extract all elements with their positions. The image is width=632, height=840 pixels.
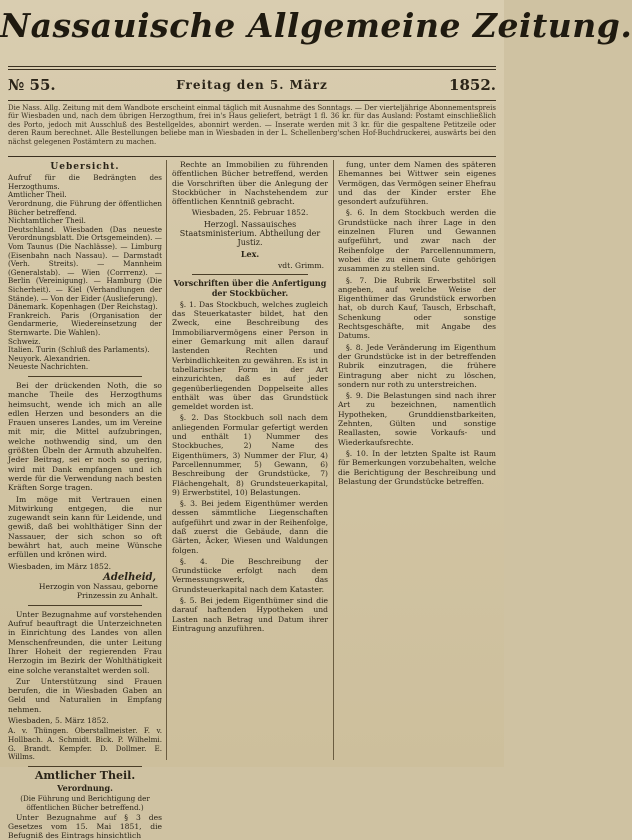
column-2 (172, 160, 328, 760)
contents-item: Amtlicher Theil. (8, 191, 162, 200)
rule-paragraph: §. 5. Bei jedem Eigenthümer sind die darauf haftenden Hypotheken und Lasten nach Betrag und Datum ihrer Eintragung anzuführen. (172, 596, 328, 633)
appeal-title: Herzogin von Nassau, geborne Prinzessin zu Anhalt. (8, 582, 158, 601)
rule-paragraph: §. 8. Jede Veränderung im Eigenthum der Grundstücke ist in der betreffenden Rubrik einzutragen, die frühere Eintragung aber nicht zu löschen, sondern nur roth zu unterstreichen. (338, 343, 496, 389)
contents-item: Aufruf für die Bedrängten des Herzogthums. (8, 174, 162, 191)
masthead (0, 0, 504, 64)
committee-paragraph: Zur Unterstützung sind Frauen berufen, die in Wiesbaden Gaben an Geld und Naturalien in Empfang nehmen. (8, 677, 162, 714)
appeal-paragraph: Bei der drückenden Noth, die so manche Theile des Herzogthums heimsucht, wende ich mich an alle edlen Herzen und besonders an die Frauen unseres Landes, um im Vereine mit mir, die Mittel aufzubringen, welche nothwendig sind, um den größten Übeln der Armuth abzuhelfen. Jeder Beitrag, sei er noch so gering, wird mit Dank empfangen und ich werde für die Verwendung nach besten Kräften Sorge tragen. (8, 381, 162, 493)
subscription-notice: Die Nass. Allg. Zeitung mit dem Wandbote erscheint einmal täglich mit Ausnahme des Sonntags. — Der vierteljährige Abonnementspreis für Wiesbaden und, nach dem übrigen Herzogthum, frei in's Haus geliefert, beträgt 1 fl. 36 kr. für das Ausland: Postamt einschließlich des Porto, jedoch mit Ausschluß des Bestellgeldes, abonnirt werden. — Inserate werden mit 3 kr. für die gespaltene Petitzeile oder deren Raum berechnet. Alle Bestellungen beliebe man in Wiesbaden in der L. Schellenberg'schen Hof-Buchdruckerei, auswärts bei den nächst gelegenen Postämtern zu machen. (8, 104, 496, 154)
contents-item: Dänemark. Kopenhagen (Der Reichstag). (8, 303, 162, 312)
contents-item: Deutschland. Wiesbaden (Das neueste Verordnungsblatt. Die Ortsgemeinden). — Vom Taunus (Die Nachlässe). — Limburg (Eisenbahn nach Nassau). — Darmstadt (Verh. Streits). — Mannheim (Generalstab). — Wien (Corrrenz). — Berlin (Vereinigung). — Hamburg (Die Sicherheit). — Kiel (Verhandlungen der Stände). — Von der Eider (Auslieferung). (8, 226, 162, 303)
ministry-signature: Lex. (172, 250, 328, 259)
divider (28, 766, 142, 767)
appeal-paragraph: Im möge mit Vertrauen einen Mitwirkung entgegen, die nur zugewandt sein kann für Leidende, und gewiß, daß bei wohlthätiger Sinn der Nassauer, der sich schon so oft bewährt hat, auch meine Wünsche erfüllen und krönen wird. (8, 495, 162, 560)
column-1 (8, 160, 162, 760)
issue-year: 1852. (449, 76, 496, 94)
article-paragraph: Rechte an Immobilien zu führenden öffentlichen Bücher betreffend, werden die Vorschriften über die Anlegung der Stockbücher in Nachstehendem zur öffentlichen Kenntniß gebracht. (172, 160, 328, 206)
ministry-countersign: vdt. Grimm. (172, 261, 324, 270)
dateline (8, 76, 496, 100)
contents-item: Neuyork. Alexandrien. (8, 355, 162, 364)
committee-paragraph: Unter Bezugnahme auf vorstehenden Aufruf beauftragt die Unterzeichneten in Einrichtung des Landes von allen Menschenfreunden, die unter Leitung Ihrer Hoheit der regierenden Frau Herzogin im Bezirk der Wohlthätigkeit eine solche veranstaltet werden soll. (8, 610, 162, 675)
overview-heading: Uebersicht. (8, 163, 162, 172)
ordinance-subtitle: (Die Führung und Berichtigung der öffentlichen Bücher betreffend.) (8, 795, 162, 812)
column-divider (166, 160, 167, 760)
divider (192, 274, 308, 275)
contents-item: Italien. Turin (Schluß des Parlaments). (8, 346, 162, 355)
rule-paragraph: §. 4. Die Beschreibung der Grundstücke erfolgt nach dem Vermessungswerk, das Grundsteuerkapital nach dem Kataster. (172, 557, 328, 594)
issue-date: Freitag den 5. März (8, 78, 496, 92)
divider (28, 376, 142, 377)
rule-paragraph: §. 2. Das Stockbuch soll nach dem anliegenden Formular gefertigt werden und enthält 1) Nummer des Stockbuches, 2) Name des Eigenthümers, 3) Nummer der Flur, 4) Parcellennummer, 5) Gewann, 6) Beschreibung der Grundstücke, 7) Flächengehalt, 8) Grundsteuerkapital, 9) Erwerbstitel, 10) Belastungen. (172, 413, 328, 497)
divider (28, 605, 142, 606)
contents-item: Nichtamtlicher Theil. (8, 217, 162, 226)
rule-paragraph: §. 7. Die Rubrik Erwerbstitel soll angeben, auf welche Weise der Eigenthümer das Grundstück erworben hat, ob durch Kauf, Tausch, Erbschaft, Schenkung oder sonstige Rechtsgeschäfte, mit Angabe des Datums. (338, 276, 496, 341)
masthead-rule (8, 66, 496, 67)
appeal-place-date: Wiesbaden, im März 1852. (8, 562, 162, 571)
appeal-signature: Adelheid, (8, 573, 156, 582)
ordinance-place-date: Wiesbaden, 25. Februar 1852. (172, 208, 328, 217)
rule-paragraph: §. 1. Das Stockbuch, welches zugleich das Steuerkataster bildet, hat den Zweck, eine Beschreibung des Immobiliarvermögens einer Person in einer Gemarkung mit allen darauf lastenden Rechten und Verbindlichkeiten zu gewähren. Es ist in tabellarischer Form in der Art einzurichten, daß es auf jeder gegenüberliegenden Doppelseite alles enthält was über das Grundstück gemeldet worden ist. (172, 300, 328, 412)
masthead-rule-2 (8, 69, 496, 70)
rules-title: Vorschriften über die Anfertigung der Stockbücher. (172, 279, 328, 298)
column-divider (333, 160, 334, 760)
rule-paragraph: fung, unter dem Namen des späteren Ehemannes bei Wittwer sein eigenes Vermögen, das Vermögen seiner Ehefrau und das der Kinder erster Ehe gesondert aufzuführen. (338, 160, 496, 206)
column-3 (338, 160, 496, 760)
issue-number: № 55. (8, 76, 56, 94)
contents-item: Frankreich. Paris (Organisation der Gendarmerie, Wiedereinsetzung der Sternwarte. Die Wahlen). (8, 312, 162, 338)
ordinance-title: Verordnung. (8, 784, 162, 793)
contents-item: Neueste Nachrichten. (8, 363, 162, 372)
notice-rule (8, 156, 496, 157)
contents-item: Verordnung, die Führung der öffentlichen Bücher betreffend. (8, 200, 162, 217)
ordinance-text: Unter Bezugnahme auf § 3 des Gesetzes vom 15. Mai 1851, die Befugniß des Eintrags hinsichtlich (8, 813, 162, 840)
masthead-title: Nassauische Allgemeine Zeitung. (0, 6, 504, 45)
contents-item: Schweiz. (8, 338, 162, 347)
ministry-name: Herzogl. Nassauisches Staatsministerium. Abtheilung der Justiz. (172, 220, 328, 248)
committee-names: A. v. Thüngen. Oberstallmeister. F. v. Hollbach. A. Schmidt. Bick. P. Wilhelmi. G. Brandt. Kempfer. D. Dollmer. E. Willms. (8, 727, 162, 761)
rule-paragraph: §. 6. In dem Stockbuch werden die Grundstücke nach ihrer Lage in den einzelnen Fluren und Gewannen aufgeführt, und zwar nach der Reihenfolge der Parcellennummern, wobei die zu einem Gute gehörigen zusammen zu stellen sind. (338, 208, 496, 273)
dateline-rule (8, 100, 496, 101)
rule-paragraph: §. 9. Die Belastungen sind nach ihrer Art zu bezeichnen, namentlich Hypotheken, Grunddienstbarkeiten, Zehnten, Gülten und sonstige Reallasten, sowie Vorkaufs- und Wiederkaufsrechte. (338, 391, 496, 447)
committee-place-date: Wiesbaden, 5. März 1852. (8, 716, 162, 725)
official-section-title: Amtlicher Theil. (8, 771, 162, 780)
rule-paragraph: §. 10. In der letzten Spalte ist Raum für Bemerkungen vorzubehalten, welche die Berichtigung der Beschreibung und Belastung der Grundstücke betreffen. (338, 449, 496, 486)
rule-paragraph: §. 3. Bei jedem Eigenthümer werden dessen sämmtliche Liegenschaften aufgeführt und zwar in der Reihenfolge, daß zuerst die Gebäude, dann die Gärten, Äcker, Wiesen und Waldungen folgen. (172, 499, 328, 555)
